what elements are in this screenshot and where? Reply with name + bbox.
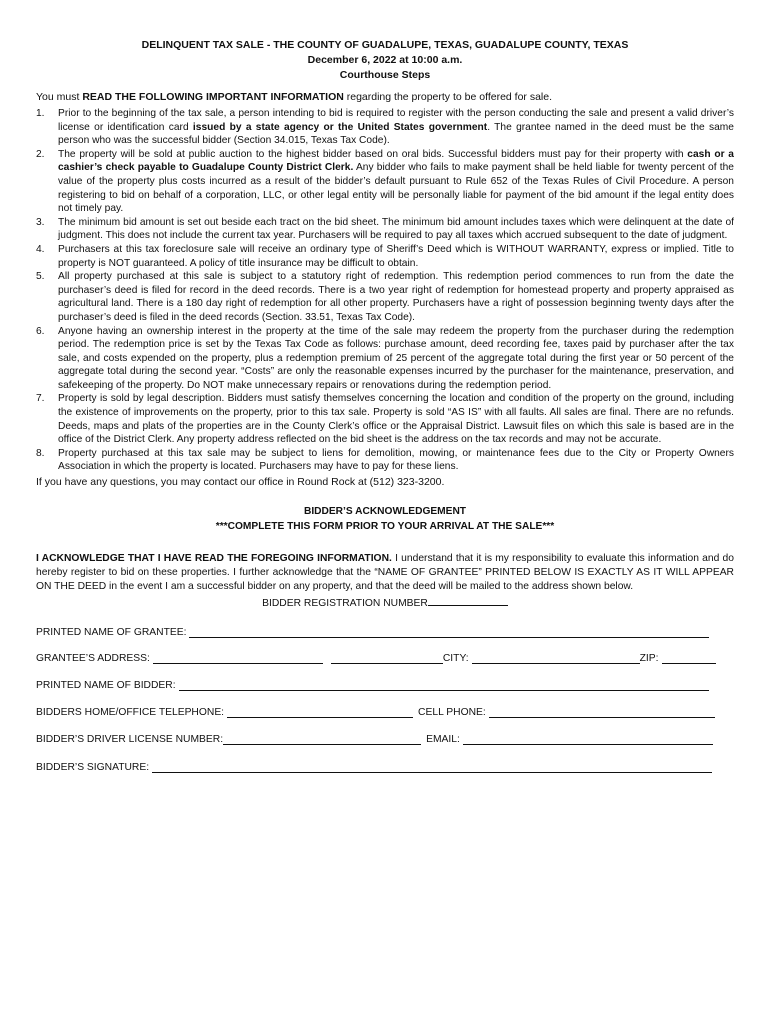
rule-item: 8. Property purchased at this tax sale may be subject to liens for demolition, mowing, or maintenance fees due to the City or Property Owners Association in which the property is located. Purchasers may have to pay for these liens. [36,447,734,473]
rule-item: 3. The minimum bid amount is set out beside each tract on the bid sheet. The minimum bid amount includes taxes which were delinquent at the date of judgment. This does not include the current tax year. Purchasers will be required to pay all taxes which accrued subsequent to the date of judgment. [36,216,734,242]
intro-paragraph: You must READ THE FOLLOWING IMPORTANT INFORMATION regarding the property to be offered for sale. [36,91,553,103]
intro-bold: READ THE FOLLOWING IMPORTANT INFORMATION [82,91,344,103]
cell-phone-line[interactable] [489,707,715,718]
printed-name-bidder-line[interactable] [179,680,709,691]
document-page [36,38,734,773]
printed-name-grantee-row: PRINTED NAME OF GRANTEE: [36,624,734,638]
rule-item: 5. All property purchased at this sale is subject to a statutory right of redemption. This redemption period commences to run from the date the purchaser’s deed is filed for record in the deed records. There is a two year right of redemption for homestead property and property appraised as agricultural land. There is a 180 day right of redemption for all other property. Purchasers have a right of possession beginning twenty days after the purchaser’s deed is filed in the deed records (Section. 33.51, Texas Tax Code). [36,271,734,323]
email-line[interactable] [463,734,713,745]
header-date: December 6, 2022 at 10:00 a.m. [307,54,463,66]
rules-list [36,107,734,474]
phone-row: BIDDERS HOME/OFFICE TELEPHONE: CELL PHONE: [36,704,734,718]
acknowledgement-title: BIDDER’S ACKNOWLEDGEMENT [303,506,467,518]
header-title: DELINQUENT TAX SALE - THE COUNTY OF GUADALUPE, TEXAS, GUADALUPE COUNTY, TEXAS [141,39,629,51]
acknowledgement-paragraph: I ACKNOWLEDGE THAT I HAVE READ THE FOREGOING INFORMATION. I understand that it is my responsibility to evaluate this information and do hereby register to bid on these properties. I further acknowledge that the “NAME OF GRANTEE” PRINTED BELOW IS EXACTLY AS IT WILL APPEAR ON THE DEED in the event I am a successful bidder on any property, and that the deed will be mailed to the address shown below. [36,553,734,592]
printed-name-bidder-row: PRINTED NAME OF BIDDER: [36,677,734,691]
signature-line[interactable] [152,762,712,773]
printed-name-grantee-line[interactable] [189,627,709,638]
grantee-address-line-2[interactable] [331,653,443,664]
grantee-address-row: GRANTEE’S ADDRESS: CITY: ZIP: [36,650,734,664]
header-location: Courthouse Steps [339,69,431,81]
document-header [36,38,734,83]
license-email-row: BIDDER’S DRIVER LICENSE NUMBER: EMAIL: [36,731,734,745]
city-line[interactable] [472,653,640,664]
rule-item: 6. Anyone having an ownership interest in the property at the time of the sale may redeem the property from the purchaser during the redemption period. The redemption price is set by the Texas Tax Code as follows: purchase amount, deed recording fee, taxes paid by purchaser after the tax sale, and costs expended on the property, plus a redemption premium of 25 percent of the aggregate total during the first year or 50 percent of the aggregate total during the second year. “Costs” are only the reasonable expenses incurred by the purchaser for the maintenance, preservation, and safekeeping of the property. Do NOT make unnecessary repairs or renovations during the redemption period. [36,325,734,391]
acknowledgement-subtitle: ***COMPLETE THIS FORM PRIOR TO YOUR ARRIVAL AT THE SALE*** [215,521,555,533]
acknowledgement-header [36,504,734,534]
contact-info: If you have any questions, you may contact our office in Round Rock at (512) 323-3200. [36,476,445,489]
rule-item: 2. The property will be sold at public auction to the highest bidder based on oral bids. Successful bidders must pay for their property with cash or a cashier’s check payable to Guadalupe County District Clerk. Any bidder who fails to make payment shall be held liable for twenty percent of the value of the property plus costs incurred as a result of the bidder’s default pursuant to Rule 652 of the Texas Rules of Civil Procedure. A person registering to bid on behalf of a corporation, LLC, or other legal entity will be personally liable for payment of the bid amount if the legal entity does not timely pay. [36,148,734,215]
home-phone-line[interactable] [227,707,413,718]
zip-line[interactable] [662,653,716,664]
grantee-address-line-1[interactable] [153,653,323,664]
bidder-registration-line[interactable] [428,595,508,606]
rule-item: 4. Purchasers at this tax foreclosure sale will receive an ordinary type of Sheriff’s Deed which is WITHOUT WARRANTY, express or implied. Title to property is NOT guaranteed. A policy of title insurance may be difficult to obtain. [36,243,734,269]
rule-item: 7. Property is sold by legal description. Bidders must satisfy themselves concerning the location and condition of the property on the ground, including the existence of improvements on the property, prior to this tax sale. Property is sold “AS IS” with all faults. All sales are final. There are no refunds. Deeds, maps and plats of the properties are in the County Clerk’s office or the Appraisal District. Lawsuit files on which this sale is based are in the office of the District Clerk. Any property address reflected on the bid sheet is the address on the tax records and may not be accurate. [36,393,734,446]
signature-row: BIDDER’S SIGNATURE: [36,759,734,773]
bidder-registration-field: BIDDER REGISTRATION NUMBER [36,595,734,611]
driver-license-line[interactable] [223,734,421,745]
rule-item: 1. Prior to the beginning of the tax sale, a person intending to bid is required to register with the person conducting the sale and present a valid driver’s license or identification card issued by a state agency or the United States government. The grantee named in the deed must be the same person who was the successful bidder (Section 34.015, Texas Tax Code). [36,108,734,147]
